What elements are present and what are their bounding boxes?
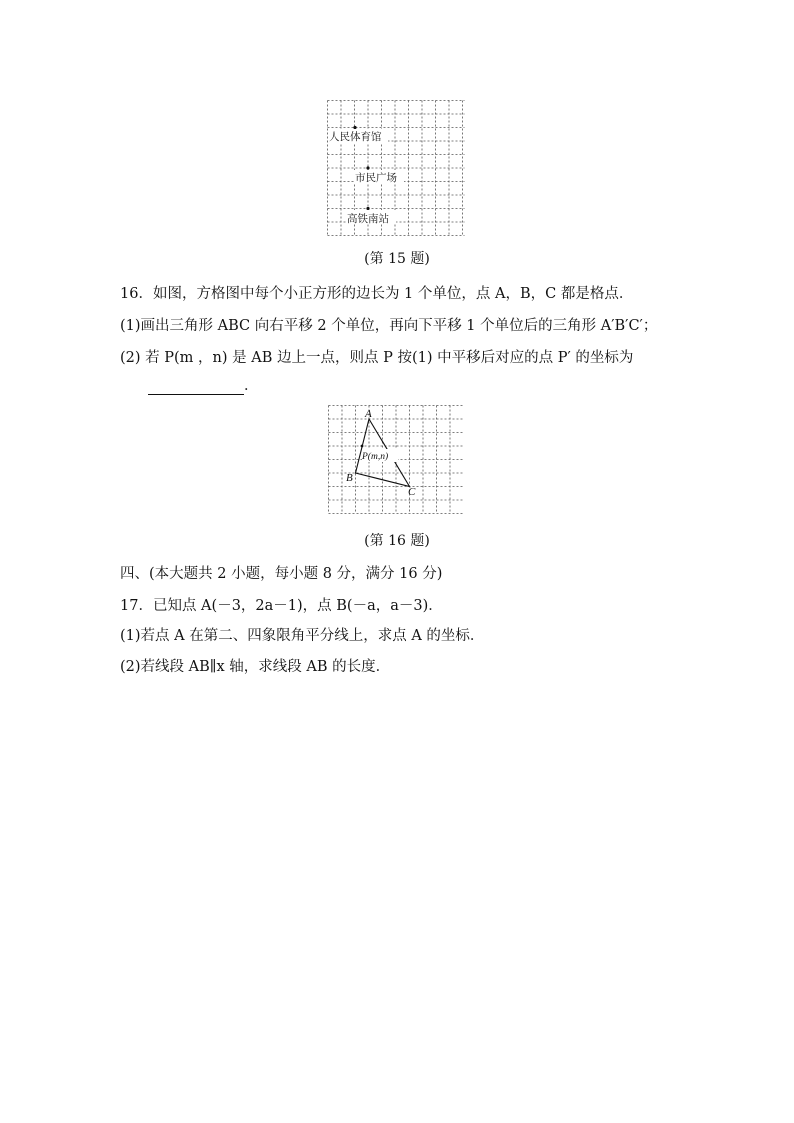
- q16-part1: (1)画出三角形 ABC 向右平移 2 个单位，再向下平移 1 个单位后的三角形 A′B′C′；: [120, 318, 658, 334]
- station-label: 高铁南站: [347, 213, 389, 225]
- q17-part2: (2)若线段 AB∥x 轴，求线段 AB 的长度．: [120, 659, 391, 675]
- q16-stem: 16．如图，方格图中每个小正方形的边长为 1 个单位，点 A，B，C 都是格点．: [120, 286, 634, 302]
- point-p: [361, 445, 364, 448]
- figure-15-caption: (第 15 题): [364, 251, 430, 267]
- figure-15-grid-map: [327, 100, 467, 238]
- square-point: [366, 166, 369, 169]
- q17-part1: (1)若点 A 在第二、四象限角平分线上，求点 A 的坐标．: [120, 628, 485, 644]
- figure-16-triangle-grid: [328, 405, 464, 515]
- answer-blank-period: ．: [244, 378, 259, 394]
- vertex-a-label: A: [365, 408, 372, 420]
- gym-point: [353, 126, 356, 129]
- vertex-b-label: B: [346, 472, 353, 484]
- station-point: [366, 207, 369, 210]
- figure-16-caption: (第 16 题): [364, 533, 430, 549]
- gym-label: 人民体育馆: [329, 131, 382, 143]
- vertex-c-label: C: [408, 486, 416, 498]
- q16-answer-line: [148, 374, 259, 395]
- q16-part2: (2) 若 P(m ，n) 是 AB 边上一点，则点 P 按(1) 中平移后对应的点 P′ 的坐标为: [120, 350, 634, 366]
- answer-blank[interactable]: [148, 380, 244, 395]
- q17-stem: 17．已知点 A(－3，2a－1)，点 B(－a，a－3)．: [120, 598, 443, 614]
- section-4-heading: 四、(本大题共 2 小题，每小题 8 分，满分 16 分): [120, 566, 443, 582]
- square-label: 市民广场: [355, 172, 397, 184]
- point-p-label: P(m,n): [362, 452, 389, 462]
